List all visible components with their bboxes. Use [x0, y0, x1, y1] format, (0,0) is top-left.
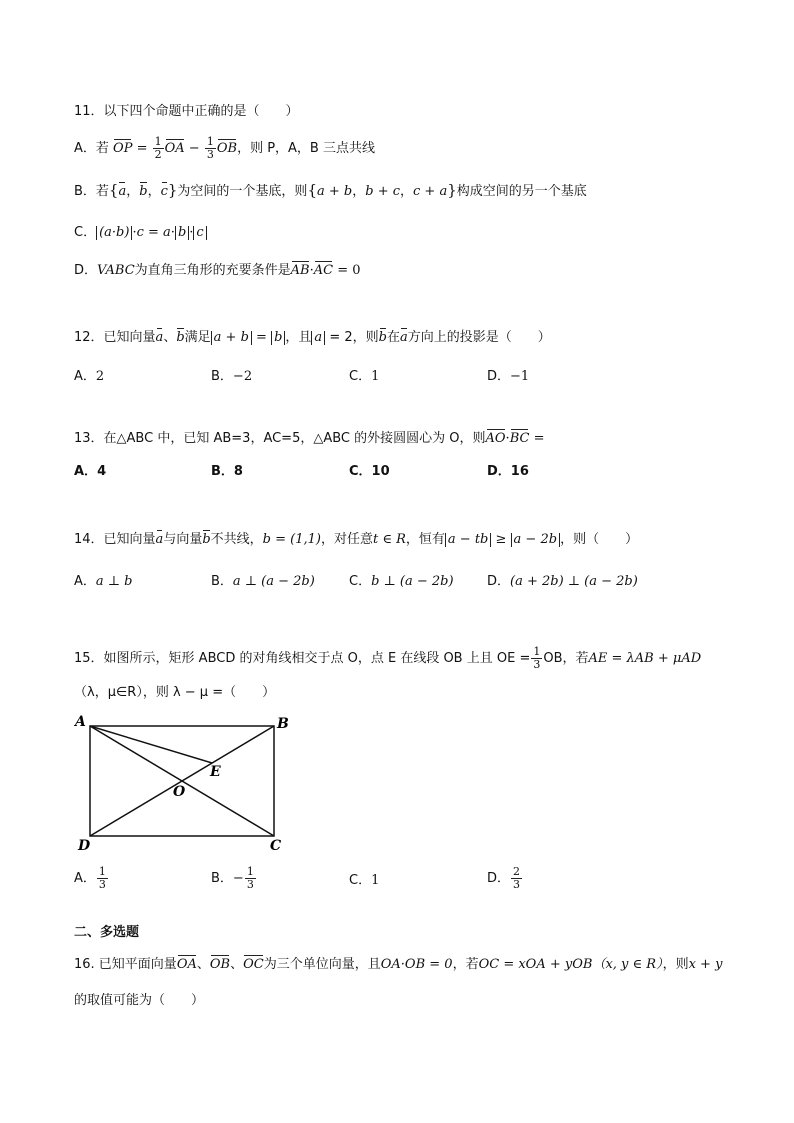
q14-stem: 14．已知向量a与向量b不共线，b = (1,1)，对任意t ∈ R，恒有 a − tb ≥ a − 2b ，则（ ） — [74, 532, 639, 547]
label-d: D — [78, 838, 91, 854]
q13-option[interactable]: D．16 — [487, 464, 529, 479]
label-a: A — [75, 714, 86, 730]
q11-option-d: D．VABC为直角三角形的充要条件是AB·AC = 0 — [74, 263, 361, 278]
q15-option[interactable]: C．1 — [349, 873, 380, 888]
fraction: $\frac{1}{3}$ — [246, 865, 254, 891]
q16-stem-line2: 的取值可能为（ ） — [74, 993, 205, 1008]
q11-option-a: A．若 OP = $\frac{1}{2}$ OA − $\frac{1}{3}$ OB，则 P，A，B 三点共线 — [74, 135, 375, 161]
q11-option-c: C． (a·b) ·c = a· b · c — [74, 224, 207, 242]
q16-stem: 16. 已知平面向量OA、OB、OC为三个单位向量，且OA·OB = 0，若OC = xOA + yOB（x, y ∈ R），则x + y — [74, 957, 723, 972]
q15-option[interactable]: A． $\frac{1}{3}$ — [74, 865, 106, 891]
q12-option[interactable]: B．−2 — [211, 369, 253, 384]
q12-stem: 12．已知向量a、b满足 a + b = b ，且 a = 2，则b在a方向上的投影是（ ） — [74, 330, 551, 345]
label-b: B — [277, 716, 289, 732]
label-c: C — [270, 838, 282, 854]
q15-option[interactable]: D． $\frac{2}{3}$ — [487, 865, 521, 891]
q13-option[interactable]: C．10 — [349, 464, 390, 479]
fraction: $\frac{2}{3}$ — [513, 865, 521, 891]
q12-option[interactable]: C．1 — [349, 369, 380, 384]
fraction: $\frac{1}{3}$ — [98, 865, 106, 891]
label-e: E — [210, 764, 221, 780]
label-o: O — [173, 784, 186, 800]
fraction: $\frac{1}{3}$ — [206, 135, 214, 161]
q13-option[interactable]: B．8 — [211, 464, 243, 479]
q12-option[interactable]: A．2 — [74, 369, 105, 384]
q11-option-b: B．若{a，b，c}为空间的一个基底，则{a + b，b + c，c + a}构成空间的另一个基底 — [74, 181, 587, 199]
q14-option[interactable]: A．a ⊥ b — [74, 574, 133, 589]
fraction: $\frac{1}{3}$ — [533, 645, 541, 671]
q15-stem-line2: （λ，μ∈R），则 λ − μ =（ ） — [74, 685, 276, 700]
q14-option[interactable]: D．(a + 2b) ⊥ (a − 2b) — [487, 574, 638, 589]
q11-stem: 11．以下四个命题中正确的是（ ） — [74, 104, 299, 119]
segment-ae — [90, 726, 212, 763]
q15-stem: 15．如图所示，矩形 ABCD 的对角线相交于点 O，点 E 在线段 OB 上且 OE = $\frac{1}{3}$ OB，若AE = λAB + μAD — [74, 645, 702, 671]
q15-option[interactable]: B．− $\frac{1}{3}$ — [211, 865, 254, 891]
q13-option[interactable]: A．4 — [74, 464, 107, 479]
q12-option[interactable]: D．−1 — [487, 369, 530, 384]
fraction: $\frac{1}{2}$ — [154, 135, 162, 161]
q14-option[interactable]: B．a ⊥ (a − 2b) — [211, 574, 315, 589]
section-title: 二、多选题 — [74, 925, 140, 940]
q13-stem: 13．在△ABC 中，已知 AB=3，AC=5，△ABC 的外接圆圆心为 O，则AO·BC = — [74, 431, 545, 446]
rectangle-figure — [70, 708, 300, 858]
q14-option[interactable]: C．b ⊥ (a − 2b) — [349, 574, 454, 589]
